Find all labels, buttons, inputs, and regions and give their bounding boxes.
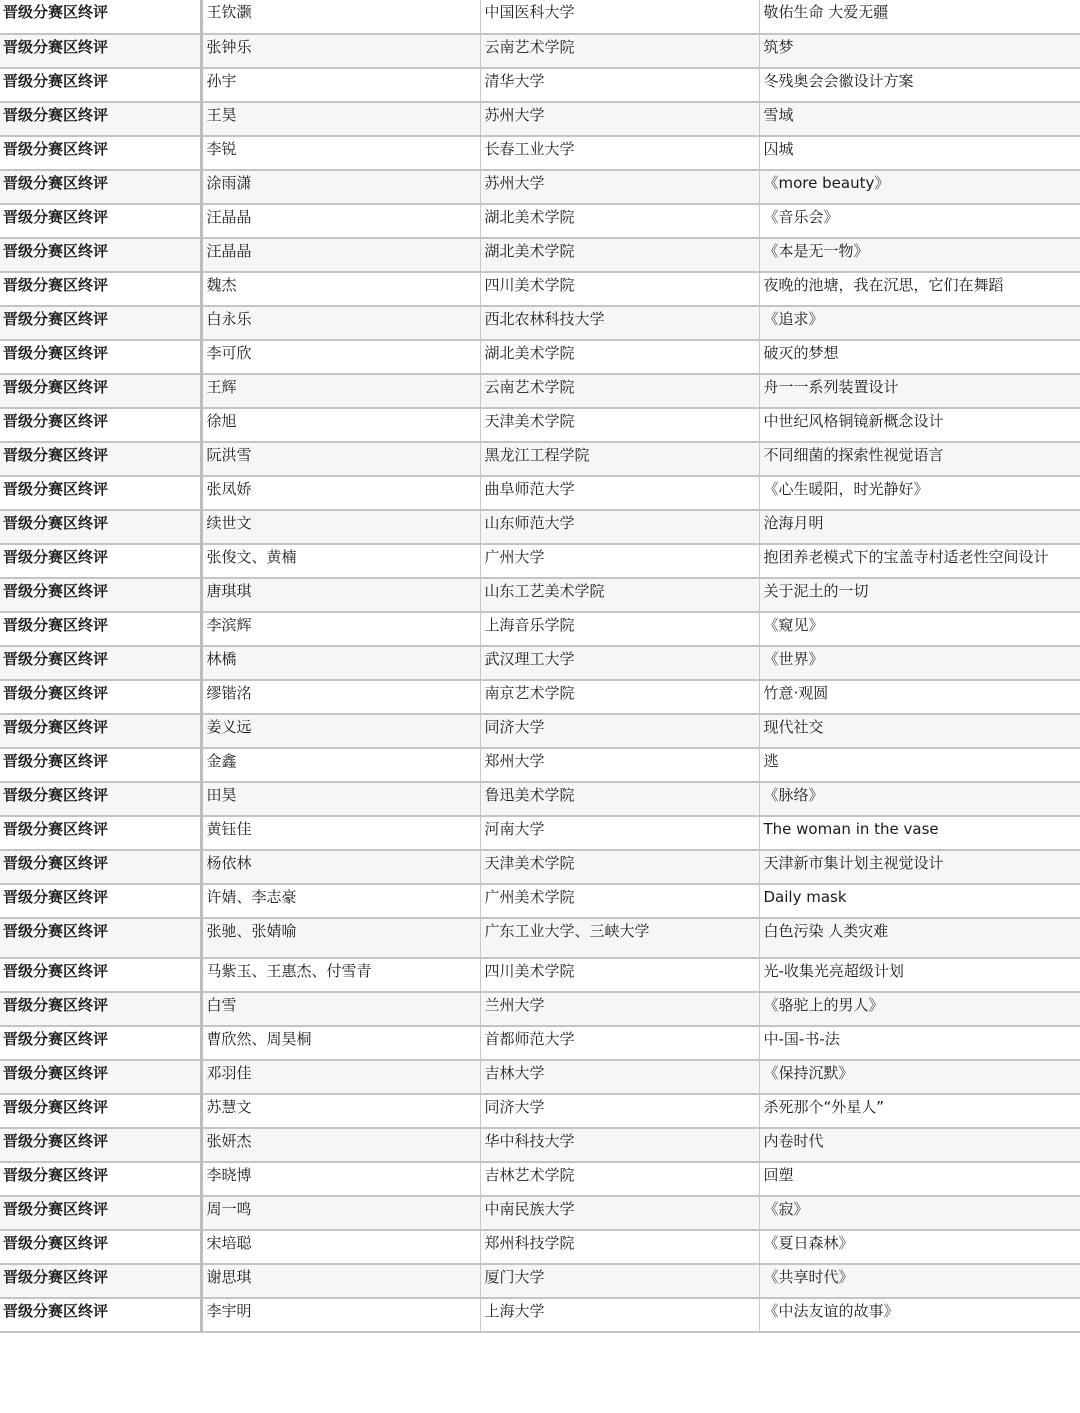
stage-cell: 晋级分赛区终评 — [0, 102, 201, 136]
stage-cell: 晋级分赛区终评 — [0, 816, 201, 850]
participant-name-cell: 黄钰佳 — [201, 816, 480, 850]
participant-name-cell: 缪锴洺 — [201, 680, 480, 714]
work-title-cell: 雪域 — [759, 102, 1080, 136]
stage-cell: 晋级分赛区终评 — [0, 510, 201, 544]
table-row — [0, 1060, 1080, 1094]
school-cell: 郑州科技学院 — [480, 1230, 759, 1264]
table-row — [0, 714, 1080, 748]
participant-name-cell: 张妍杰 — [201, 1128, 480, 1162]
school-cell: 鲁迅美术学院 — [480, 782, 759, 816]
school-cell: 同济大学 — [480, 714, 759, 748]
stage-cell: 晋级分赛区终评 — [0, 238, 201, 272]
work-title-cell: 冬残奥会会徽设计方案 — [759, 68, 1080, 102]
participant-name-cell: 姜义远 — [201, 714, 480, 748]
school-cell: 广州美术学院 — [480, 884, 759, 918]
stage-cell: 晋级分赛区终评 — [0, 578, 201, 612]
school-cell: 兰州大学 — [480, 992, 759, 1026]
participant-name-cell: 林橋 — [201, 646, 480, 680]
school-cell: 山东师范大学 — [480, 510, 759, 544]
work-title-cell: The woman in the vase — [759, 816, 1080, 850]
stage-cell: 晋级分赛区终评 — [0, 714, 201, 748]
stage-cell: 晋级分赛区终评 — [0, 918, 201, 958]
school-cell: 西北农林科技大学 — [480, 306, 759, 340]
stage-cell: 晋级分赛区终评 — [0, 272, 201, 306]
work-title-cell: 逃 — [759, 748, 1080, 782]
stage-cell: 晋级分赛区终评 — [0, 34, 201, 68]
participant-name-cell: 李宇明 — [201, 1298, 480, 1332]
work-title-cell: 竹意·观圆 — [759, 680, 1080, 714]
stage-cell: 晋级分赛区终评 — [0, 374, 201, 408]
school-cell: 华中科技大学 — [480, 1128, 759, 1162]
participant-name-cell: 李晓博 — [201, 1162, 480, 1196]
stage-cell: 晋级分赛区终评 — [0, 1060, 201, 1094]
table-row — [0, 1128, 1080, 1162]
school-cell: 清华大学 — [480, 68, 759, 102]
school-cell: 广东工业大学、三峡大学 — [480, 918, 759, 958]
table-row — [0, 340, 1080, 374]
table-row — [0, 272, 1080, 306]
stage-cell: 晋级分赛区终评 — [0, 68, 201, 102]
table-row — [0, 442, 1080, 476]
work-title-cell: 夜晚的池塘，我在沉思，它们在舞蹈 — [759, 272, 1080, 306]
stage-cell: 晋级分赛区终评 — [0, 442, 201, 476]
table-row — [0, 850, 1080, 884]
stage-cell: 晋级分赛区终评 — [0, 1264, 201, 1298]
school-cell: 四川美术学院 — [480, 958, 759, 992]
work-title-cell: 《more beauty》 — [759, 170, 1080, 204]
table-row — [0, 748, 1080, 782]
participant-name-cell: 金鑫 — [201, 748, 480, 782]
table-row — [0, 992, 1080, 1026]
work-title-cell: 天津新市集计划主视觉设计 — [759, 850, 1080, 884]
school-cell: 河南大学 — [480, 816, 759, 850]
school-cell: 首都师范大学 — [480, 1026, 759, 1060]
participant-name-cell: 王辉 — [201, 374, 480, 408]
stage-cell: 晋级分赛区终评 — [0, 992, 201, 1026]
school-cell: 郑州大学 — [480, 748, 759, 782]
participant-name-cell: 杨依林 — [201, 850, 480, 884]
work-title-cell: 《共享时代》 — [759, 1264, 1080, 1298]
participant-name-cell: 马紫玉、王惠杰、付雪青 — [201, 958, 480, 992]
table-row — [0, 1298, 1080, 1332]
work-title-cell: 《追求》 — [759, 306, 1080, 340]
participant-name-cell: 田昊 — [201, 782, 480, 816]
work-title-cell: 《保持沉默》 — [759, 1060, 1080, 1094]
school-cell: 长春工业大学 — [480, 136, 759, 170]
school-cell: 天津美术学院 — [480, 408, 759, 442]
table-row — [0, 510, 1080, 544]
participant-name-cell: 李可欣 — [201, 340, 480, 374]
participant-name-cell: 周一鸣 — [201, 1196, 480, 1230]
work-title-cell: 中世纪风格铜镜新概念设计 — [759, 408, 1080, 442]
stage-cell: 晋级分赛区终评 — [0, 0, 201, 34]
stage-cell: 晋级分赛区终评 — [0, 646, 201, 680]
school-cell: 湖北美术学院 — [480, 340, 759, 374]
stage-cell: 晋级分赛区终评 — [0, 1230, 201, 1264]
stage-cell: 晋级分赛区终评 — [0, 782, 201, 816]
work-title-cell: 《心生暖阳，时光静好》 — [759, 476, 1080, 510]
participant-name-cell: 宋培聪 — [201, 1230, 480, 1264]
work-title-cell: 敬佑生命 大爱无疆 — [759, 0, 1080, 34]
table-row — [0, 816, 1080, 850]
table-row — [0, 1264, 1080, 1298]
school-cell: 曲阜师范大学 — [480, 476, 759, 510]
table-row — [0, 918, 1080, 958]
table-row — [0, 680, 1080, 714]
school-cell: 苏州大学 — [480, 102, 759, 136]
participant-name-cell: 苏慧文 — [201, 1094, 480, 1128]
school-cell: 黑龙江工程学院 — [480, 442, 759, 476]
participant-name-cell: 白永乐 — [201, 306, 480, 340]
stage-cell: 晋级分赛区终评 — [0, 408, 201, 442]
work-title-cell: 《脉络》 — [759, 782, 1080, 816]
participant-name-cell: 曹欣然、周昊桐 — [201, 1026, 480, 1060]
stage-cell: 晋级分赛区终评 — [0, 612, 201, 646]
table-row — [0, 34, 1080, 68]
school-cell: 吉林艺术学院 — [480, 1162, 759, 1196]
participant-name-cell: 汪晶晶 — [201, 238, 480, 272]
work-title-cell: 《音乐会》 — [759, 204, 1080, 238]
school-cell: 中南民族大学 — [480, 1196, 759, 1230]
table-row — [0, 306, 1080, 340]
work-title-cell: 内卷时代 — [759, 1128, 1080, 1162]
work-title-cell: 回塑 — [759, 1162, 1080, 1196]
school-cell: 苏州大学 — [480, 170, 759, 204]
stage-cell: 晋级分赛区终评 — [0, 170, 201, 204]
school-cell: 武汉理工大学 — [480, 646, 759, 680]
stage-cell: 晋级分赛区终评 — [0, 136, 201, 170]
participant-name-cell: 李滨辉 — [201, 612, 480, 646]
participant-name-cell: 续世文 — [201, 510, 480, 544]
participant-name-cell: 涂雨潇 — [201, 170, 480, 204]
stage-cell: 晋级分赛区终评 — [0, 680, 201, 714]
table-row — [0, 204, 1080, 238]
stage-cell: 晋级分赛区终评 — [0, 306, 201, 340]
table-row — [0, 68, 1080, 102]
table-row — [0, 374, 1080, 408]
table-row — [0, 544, 1080, 578]
table-row — [0, 102, 1080, 136]
participant-name-cell: 白雪 — [201, 992, 480, 1026]
work-title-cell: 中-国-书-法 — [759, 1026, 1080, 1060]
participant-name-cell: 张驰、张婧喻 — [201, 918, 480, 958]
table-row — [0, 238, 1080, 272]
table-row — [0, 884, 1080, 918]
school-cell: 同济大学 — [480, 1094, 759, 1128]
stage-cell: 晋级分赛区终评 — [0, 958, 201, 992]
participant-name-cell: 徐旭 — [201, 408, 480, 442]
participant-name-cell: 张凤娇 — [201, 476, 480, 510]
work-title-cell: 白色污染 人类灾难 — [759, 918, 1080, 958]
school-cell: 上海音乐学院 — [480, 612, 759, 646]
participant-name-cell: 王钦灏 — [201, 0, 480, 34]
work-title-cell: 《本是无一物》 — [759, 238, 1080, 272]
stage-cell: 晋级分赛区终评 — [0, 1026, 201, 1060]
work-title-cell: 《寂》 — [759, 1196, 1080, 1230]
work-title-cell: 《窥见》 — [759, 612, 1080, 646]
work-title-cell: 破灭的梦想 — [759, 340, 1080, 374]
stage-cell: 晋级分赛区终评 — [0, 1094, 201, 1128]
school-cell: 上海大学 — [480, 1298, 759, 1332]
work-title-cell: 舟一一系列装置设计 — [759, 374, 1080, 408]
table-row — [0, 476, 1080, 510]
school-cell: 吉林大学 — [480, 1060, 759, 1094]
table-row — [0, 136, 1080, 170]
participant-name-cell: 许婧、李志豪 — [201, 884, 480, 918]
stage-cell: 晋级分赛区终评 — [0, 476, 201, 510]
school-cell: 四川美术学院 — [480, 272, 759, 306]
stage-cell: 晋级分赛区终评 — [0, 1196, 201, 1230]
table-row — [0, 1162, 1080, 1196]
participant-name-cell: 邓羽佳 — [201, 1060, 480, 1094]
table-row — [0, 170, 1080, 204]
work-title-cell: 现代社交 — [759, 714, 1080, 748]
participant-name-cell: 张钟乐 — [201, 34, 480, 68]
participant-name-cell: 唐琪琪 — [201, 578, 480, 612]
participant-name-cell: 张俊文、黄楠 — [201, 544, 480, 578]
stage-cell: 晋级分赛区终评 — [0, 1298, 201, 1332]
table-row — [0, 1230, 1080, 1264]
work-title-cell: Daily mask — [759, 884, 1080, 918]
table-row — [0, 0, 1080, 34]
participant-name-cell: 魏杰 — [201, 272, 480, 306]
work-title-cell: 光-收集光亮超级计划 — [759, 958, 1080, 992]
stage-cell: 晋级分赛区终评 — [0, 1128, 201, 1162]
work-title-cell: 不同细菌的探索性视觉语言 — [759, 442, 1080, 476]
school-cell: 山东工艺美术学院 — [480, 578, 759, 612]
stage-cell: 晋级分赛区终评 — [0, 748, 201, 782]
participant-name-cell: 孙宇 — [201, 68, 480, 102]
stage-cell: 晋级分赛区终评 — [0, 850, 201, 884]
table-row — [0, 646, 1080, 680]
work-title-cell: 囚城 — [759, 136, 1080, 170]
school-cell: 云南艺术学院 — [480, 374, 759, 408]
table-row — [0, 782, 1080, 816]
participant-name-cell: 李锐 — [201, 136, 480, 170]
table-row — [0, 408, 1080, 442]
school-cell: 中国医科大学 — [480, 0, 759, 34]
school-cell: 南京艺术学院 — [480, 680, 759, 714]
work-title-cell: 《夏日森林》 — [759, 1230, 1080, 1264]
stage-cell: 晋级分赛区终评 — [0, 1162, 201, 1196]
stage-cell: 晋级分赛区终评 — [0, 544, 201, 578]
school-cell: 湖北美术学院 — [480, 204, 759, 238]
table-row — [0, 578, 1080, 612]
participant-name-cell: 谢思琪 — [201, 1264, 480, 1298]
work-title-cell: 《骆驼上的男人》 — [759, 992, 1080, 1026]
table-row — [0, 1196, 1080, 1230]
school-cell: 云南艺术学院 — [480, 34, 759, 68]
work-title-cell: 杀死那个“外星人” — [759, 1094, 1080, 1128]
work-title-cell: 《中法友谊的故事》 — [759, 1298, 1080, 1332]
school-cell: 天津美术学院 — [480, 850, 759, 884]
stage-cell: 晋级分赛区终评 — [0, 204, 201, 238]
stage-cell: 晋级分赛区终评 — [0, 340, 201, 374]
work-title-cell: 关于泥土的一切 — [759, 578, 1080, 612]
participant-name-cell: 汪晶晶 — [201, 204, 480, 238]
table-row — [0, 1026, 1080, 1060]
work-title-cell: 沧海月明 — [759, 510, 1080, 544]
stage-cell: 晋级分赛区终评 — [0, 884, 201, 918]
work-title-cell: 筑梦 — [759, 34, 1080, 68]
table-row — [0, 1094, 1080, 1128]
work-title-cell: 《世界》 — [759, 646, 1080, 680]
participant-name-cell: 王昊 — [201, 102, 480, 136]
work-title-cell: 抱团养老模式下的宝盖寺村适老性空间设计 — [759, 544, 1080, 578]
table-row — [0, 958, 1080, 992]
school-cell: 厦门大学 — [480, 1264, 759, 1298]
school-cell: 广州大学 — [480, 544, 759, 578]
table-row — [0, 612, 1080, 646]
participant-name-cell: 阮洪雪 — [201, 442, 480, 476]
school-cell: 湖北美术学院 — [480, 238, 759, 272]
